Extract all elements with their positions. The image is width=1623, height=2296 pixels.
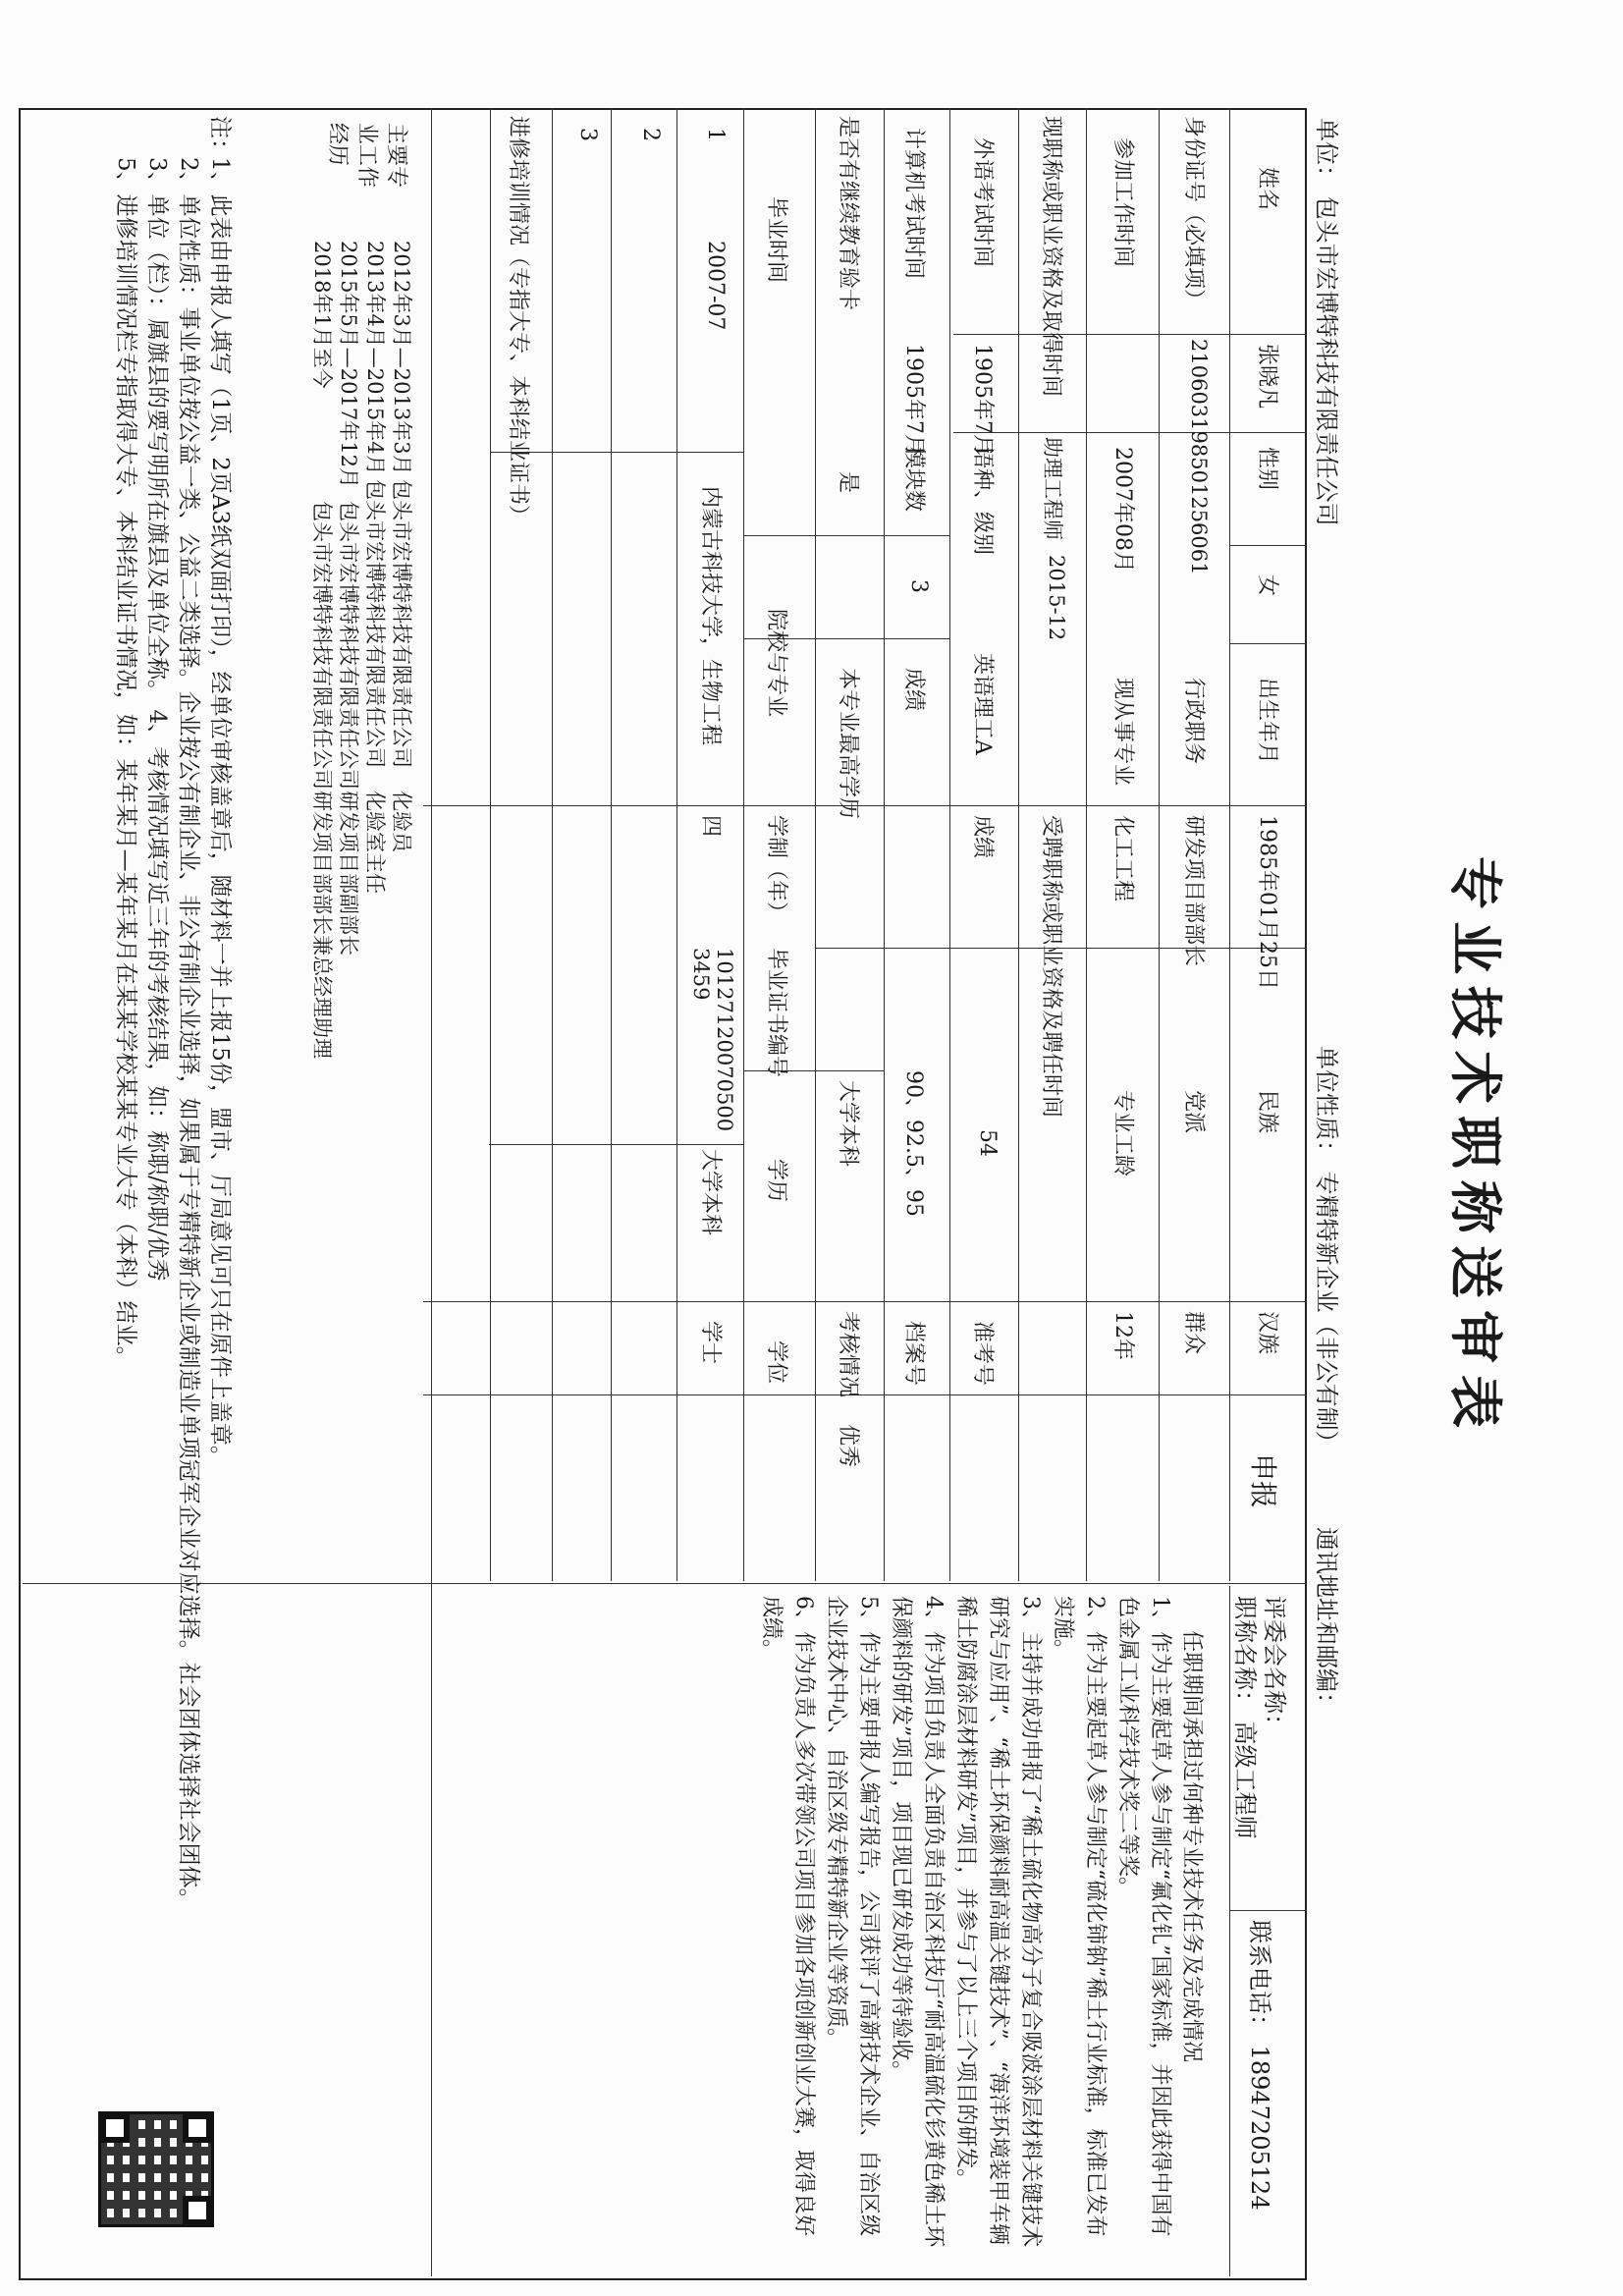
employ-label: 受聘职称或职业资格及聘任时间 xyxy=(1039,815,1063,1119)
work-history-label: 主要专业工作经历 xyxy=(325,123,408,189)
note-3: 3、单位（栏）：属旗县的要写明所在旗县及单位全称。 4、考核情况填写近三年的考核结果，如：称职/称职/优秀 xyxy=(144,157,170,1282)
party-value: 群众 xyxy=(1181,1311,1206,1355)
lang-type-value: 英语理工A xyxy=(970,653,995,755)
title-name: 职称名称： 高级工程师 xyxy=(1231,1596,1259,1839)
cur-title-time: 2015-12 xyxy=(1045,555,1068,641)
phone-info: 联系电话： 18947205124 xyxy=(1246,1920,1273,2211)
work-row-1-period: 2012年3月—2013年3月 xyxy=(390,241,413,475)
form-title: 专业技术职称送审表 xyxy=(1444,856,1507,1440)
task-5: 5、作为主要申报人编写报告，公司获评了高新技术企业、自治区级企业技术中心、自治区级专精特新企业等资质。 xyxy=(824,1596,881,2236)
assess-label: 考核情况 xyxy=(836,1311,860,1398)
edu-row-1-no: 1 xyxy=(703,128,728,141)
edu-check-value: 是 xyxy=(836,471,860,494)
unit-info: 单位： 包头市宏博特科技有限责任公司 xyxy=(1313,118,1340,526)
edu-row-1-degree: 学士 xyxy=(698,1321,723,1365)
cur-title-label: 现职称或职业资格及取得时间 xyxy=(1039,116,1063,398)
notes-prefix: 注： xyxy=(207,116,233,161)
work-row-2-period: 2013年4月—2015年4月 xyxy=(363,241,387,475)
training-label: 进修培训情况（专指大专、本科结业证书） xyxy=(506,116,530,527)
cert-label: 毕业证书编号 xyxy=(764,948,788,1078)
work-row-2-org: 包头市宏博特科技有限责任公司 xyxy=(363,479,387,768)
declare-label: 申报 xyxy=(1247,1453,1279,1509)
edu-row-1-years: 四 xyxy=(698,815,723,838)
birth-label: 出生年月 xyxy=(1255,678,1279,765)
edu-row-1-school: 内蒙古科技大学，生物工程 xyxy=(698,486,723,746)
work-row-4-role: 研发项目部部长兼总经理助理 xyxy=(310,791,334,1059)
workstart-value: 2007年08月 xyxy=(1110,447,1135,573)
gender-value: 女 xyxy=(1255,574,1279,597)
address-info: 通讯地址和邮编： xyxy=(1313,1527,1340,1716)
birth-value: 1985年01月25日 xyxy=(1255,815,1279,990)
cur-title-value: 助理工程师 xyxy=(1041,437,1064,540)
major-value: 化工工程 xyxy=(1110,815,1135,902)
work-row-1-org: 包头市宏博特科技有限责任公司 xyxy=(390,479,413,768)
edu-row-3-no: 3 xyxy=(575,128,600,141)
id-value: 210603198501256061 xyxy=(1187,339,1211,575)
years-value: 12年 xyxy=(1110,1311,1135,1360)
position-value: 研发项目部部长 xyxy=(1181,815,1206,967)
comp-time-label: 计算机考试时间 xyxy=(901,128,926,280)
edu-row-1-time: 2007-07 xyxy=(703,241,728,331)
lang-score-label: 成绩 xyxy=(970,815,995,859)
committee-label: 评委会名称： xyxy=(1261,1596,1288,1737)
task-3: 3、主持并成功申报了“稀土硫化物高分子复合吸波涂层材料关键技术研究与应用”、“稀土环保颜料耐高温关键技术”、“海洋环境装甲车辆稀土防腐涂层材料研发”项目，并参与了以上三个项目的研发。 xyxy=(953,1596,1043,2248)
exam-no-label: 准考号 xyxy=(970,1321,995,1387)
lang-time-label: 外语考试时间 xyxy=(970,137,995,268)
work-row-1-role: 化验员 xyxy=(390,791,413,852)
name-value: 张晓凡 xyxy=(1255,344,1279,410)
modules-label: 模块数 xyxy=(901,447,926,513)
note-2: 2、单位性质：事业单位按公益一类、公益二类选择。企业按公有制企业、非公有制企业选择，如果属于专精特新企业或制造业单项冠军企业对应选择。社会团体选择社会团体。 xyxy=(176,157,201,1911)
edu-row-1-edu: 大学本科 xyxy=(698,1149,723,1236)
task-2: 2、作为主要起草人参与制定“硫化铈钠”稀土行业标准，标准已发布实施。 xyxy=(1051,1596,1108,2237)
top-degree-value: 大学本科 xyxy=(836,1080,860,1168)
grad-time-label: 毕业时间 xyxy=(764,196,788,284)
top-degree-label: 本专业最高学历 xyxy=(836,668,860,820)
work-row-2-role: 化验室主任 xyxy=(363,791,387,894)
edu-check-label: 是否有继续教育验卡 xyxy=(836,116,860,311)
task-1: 1、作为主要起草人参与制定“氟化钆”国家标准，并因此获得中国有色金属工业科学技术奖二等奖。 xyxy=(1115,1596,1172,2237)
work-row-4-period: 2018年1月至今 xyxy=(310,241,334,389)
work-row-3-org: 包头市宏博特科技有限责任公司 xyxy=(337,501,360,790)
ethnic-value: 汉族 xyxy=(1255,1311,1279,1355)
tasks-heading: 任职期间承担过何种专业技术任务及完成情况 xyxy=(1179,1630,1204,2063)
lang-score-value: 54 xyxy=(975,1129,1000,1157)
ethnic-label: 民族 xyxy=(1255,1090,1279,1134)
comp-time-value: 1905年7月 xyxy=(901,344,926,456)
work-row-3-role: 研发项目部副部长 xyxy=(337,791,360,956)
work-row-3-period: 2015年5月—2017年12月 xyxy=(337,241,360,488)
note-4: 5、进修培训情况栏专指取得大专、本科结业证书情况，如：某年某月—某年某月在某某学校某某专业大专（本科）结业。 xyxy=(113,157,138,1369)
party-label: 党派 xyxy=(1181,1090,1206,1134)
work-row-4-org: 包头市宏博特科技有限责任公司 xyxy=(310,501,334,790)
position-label: 行政职务 xyxy=(1181,678,1206,765)
task-6: 6、作为负责人多次带领公司项目参加各项创新创业大赛，取得良好成绩。 xyxy=(759,1596,816,2236)
comp-score-label: 成绩 xyxy=(901,668,926,712)
edu-row-2-no: 2 xyxy=(638,128,663,141)
comp-score-value: 90、92.5、95 xyxy=(901,1070,926,1217)
lang-time-value: 1905年7月 xyxy=(970,344,995,456)
task-4: 4、作为项目负责人全面负责自治区科技厅“耐高温硫化钐黄色稀土环保颜料的研发”项目，项目现已研发成功等待验收。 xyxy=(889,1596,946,2248)
edu-label: 学历 xyxy=(764,1159,788,1203)
name-label: 姓名 xyxy=(1255,167,1279,211)
modules-value: 3 xyxy=(906,579,931,593)
workstart-label: 参加工作时间 xyxy=(1110,137,1135,268)
major-label: 现从事专业 xyxy=(1110,678,1135,787)
edu-years-label: 学制（年） xyxy=(764,815,788,924)
edu-row-1-cert: 10127120070500 3459 xyxy=(689,948,736,1132)
lang-type-label: 语种、级别 xyxy=(970,447,995,556)
years-label: 专业工龄 xyxy=(1110,1090,1135,1177)
id-label: 身份证号（必填项） xyxy=(1181,116,1206,311)
file-no-label: 档案号 xyxy=(901,1321,926,1387)
unit-nature-info: 单位性质： 专精特新企业（非公有制） xyxy=(1313,1046,1340,1454)
school-label: 院校与专业 xyxy=(764,609,788,718)
assess-value: 优秀 xyxy=(836,1424,860,1468)
note-1: 1、此表由申报人填写（1页、2页A3纸双面打印），经单位审核盖章后，随材料一并上报15份，盟市、厅局意见可只在原件上盖章。 xyxy=(207,157,233,1468)
gender-label: 性别 xyxy=(1255,447,1279,491)
degree-label: 学位 xyxy=(764,1340,788,1385)
